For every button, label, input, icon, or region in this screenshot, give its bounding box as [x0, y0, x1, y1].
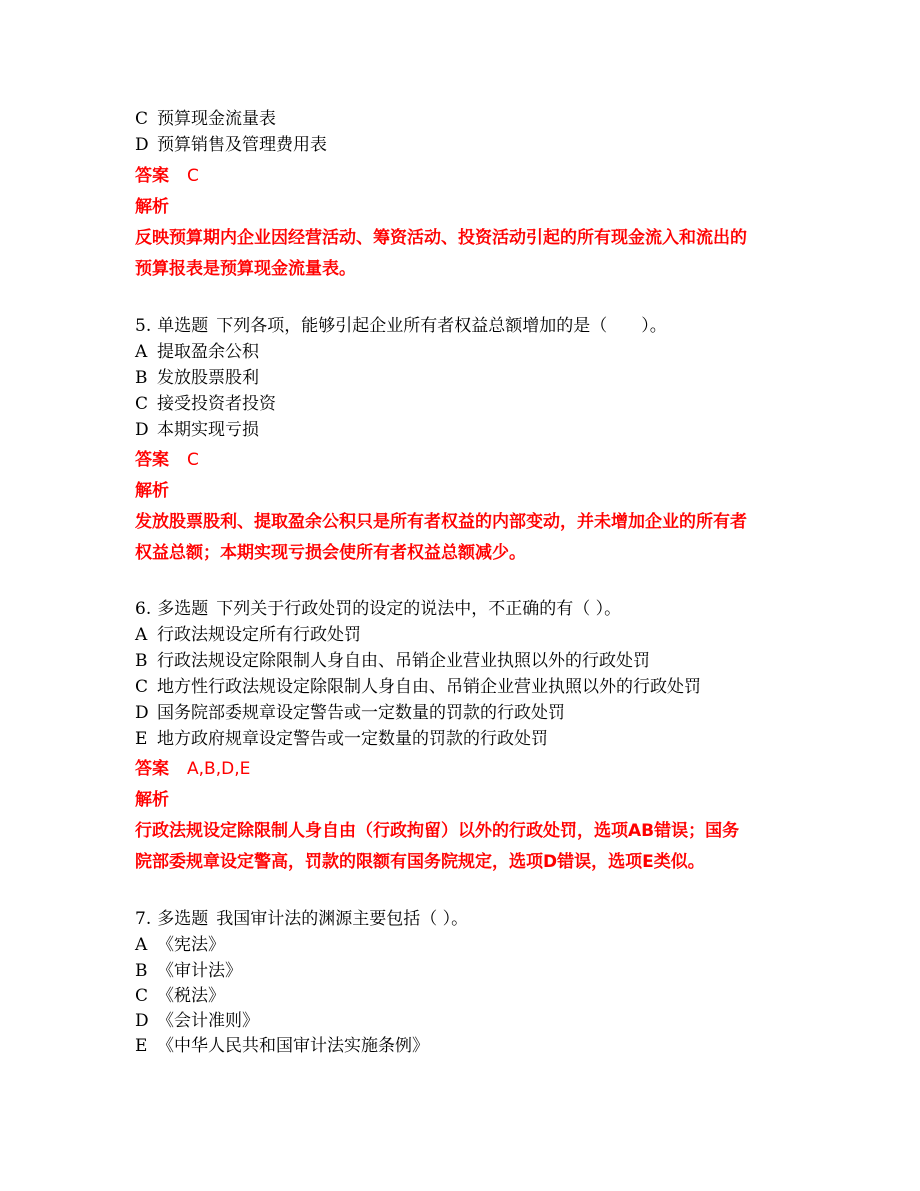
answer-value: A,B,D,E [187, 759, 251, 779]
option-text: 《中华人民共和国审计法实施条例》 [157, 1036, 429, 1056]
option-letter: A [135, 342, 148, 362]
option-line [135, 934, 225, 956]
option-line [135, 728, 548, 750]
option-letter: B [135, 368, 148, 388]
option-text: 《宪法》 [157, 935, 225, 955]
option-text: 提取盈余公积 [157, 342, 259, 362]
option-letter: A [135, 625, 148, 645]
option-text: 《会计准则》 [157, 1011, 259, 1031]
answer-line [135, 165, 199, 187]
option-line [135, 985, 225, 1007]
option-text: 地方性行政法规设定除限制人身自由、吊销企业营业执照以外的行政处罚 [157, 677, 701, 697]
question-number: 7. [135, 909, 152, 929]
question-number: 5. [135, 316, 152, 336]
question-stem [135, 315, 667, 337]
answer-line [135, 449, 199, 471]
option-letter: B [135, 961, 148, 981]
answer-value: C [187, 166, 199, 186]
question-type: 多选题 [157, 909, 209, 929]
option-line [135, 702, 565, 724]
option-text: 行政法规设定所有行政处罚 [157, 625, 361, 645]
answer-value: C [187, 450, 199, 470]
option-letter: D [135, 1011, 149, 1031]
question-type: 多选题 [157, 599, 209, 619]
option-letter: E [135, 1036, 148, 1056]
option-text: 本期实现亏损 [157, 420, 259, 440]
answer-label: 答案 [135, 450, 169, 470]
answer-label: 答案 [135, 759, 169, 779]
option-letter: B [135, 651, 148, 671]
analysis-label: 解析 [135, 790, 169, 810]
option-letter: E [135, 729, 148, 749]
question-text: 下列各项，能够引起企业所有者权益总额增加的是（ ）。 [216, 316, 667, 336]
question-text: 下列关于行政处罚的设定的说法中，不正确的有（ ）。 [216, 599, 622, 619]
option-letter: C [135, 986, 149, 1006]
option-text: 预算现金流量表 [157, 109, 276, 129]
option-letter: D [135, 135, 149, 155]
option-text: 行政法规设定除限制人身自由、吊销企业营业执照以外的行政处罚 [157, 651, 650, 671]
analysis-text: 权益总额；本期实现亏损会使所有者权益总额减少。 [135, 543, 526, 563]
option-letter: D [135, 420, 149, 440]
option-text: 国务院部委规章设定警告或一定数量的罚款的行政处罚 [157, 703, 565, 723]
option-text: 接受投资者投资 [157, 394, 276, 414]
option-line [135, 108, 276, 130]
option-line [135, 367, 259, 389]
option-line [135, 960, 242, 982]
option-line [135, 134, 327, 156]
analysis-text: 院部委规章设定警高，罚款的限额有国务院规定，选项D错误，选项E类似。 [135, 852, 705, 872]
option-text: 发放股票股利 [157, 368, 259, 388]
question-number: 6. [135, 599, 152, 619]
option-text: 《审计法》 [157, 961, 242, 981]
question-stem [135, 598, 621, 620]
option-letter: D [135, 703, 149, 723]
option-letter: C [135, 677, 149, 697]
analysis-text: 行政法规设定除限制人身自由（行政拘留）以外的行政处罚，选项AB错误；国务 [135, 821, 740, 841]
option-text: 地方政府规章设定警告或一定数量的罚款的行政处罚 [157, 729, 548, 749]
analysis-text: 发放股票股利、提取盈余公积只是所有者权益的内部变动，并未增加企业的所有者 [135, 512, 747, 532]
option-line [135, 419, 259, 441]
option-line [135, 676, 701, 698]
option-text: 《税法》 [157, 986, 225, 1006]
option-line [135, 624, 361, 646]
analysis-text: 预算报表是预算现金流量表。 [135, 259, 356, 279]
analysis-label: 解析 [135, 481, 169, 501]
option-letter: C [135, 394, 149, 414]
option-line [135, 1010, 259, 1032]
answer-label: 答案 [135, 166, 169, 186]
analysis-label: 解析 [135, 197, 169, 217]
question-stem [135, 908, 468, 930]
option-line [135, 341, 259, 363]
question-text: 我国审计法的渊源主要包括（ ）。 [216, 909, 469, 929]
option-letter: C [135, 109, 149, 129]
answer-line [135, 758, 250, 780]
option-letter: A [135, 935, 148, 955]
option-line [135, 1035, 429, 1057]
option-text: 预算销售及管理费用表 [157, 135, 327, 155]
question-type: 单选题 [157, 316, 209, 336]
analysis-text: 反映预算期内企业因经营活动、筹资活动、投资活动引起的所有现金流入和流出的 [135, 228, 747, 248]
option-line [135, 650, 650, 672]
option-line [135, 393, 276, 415]
